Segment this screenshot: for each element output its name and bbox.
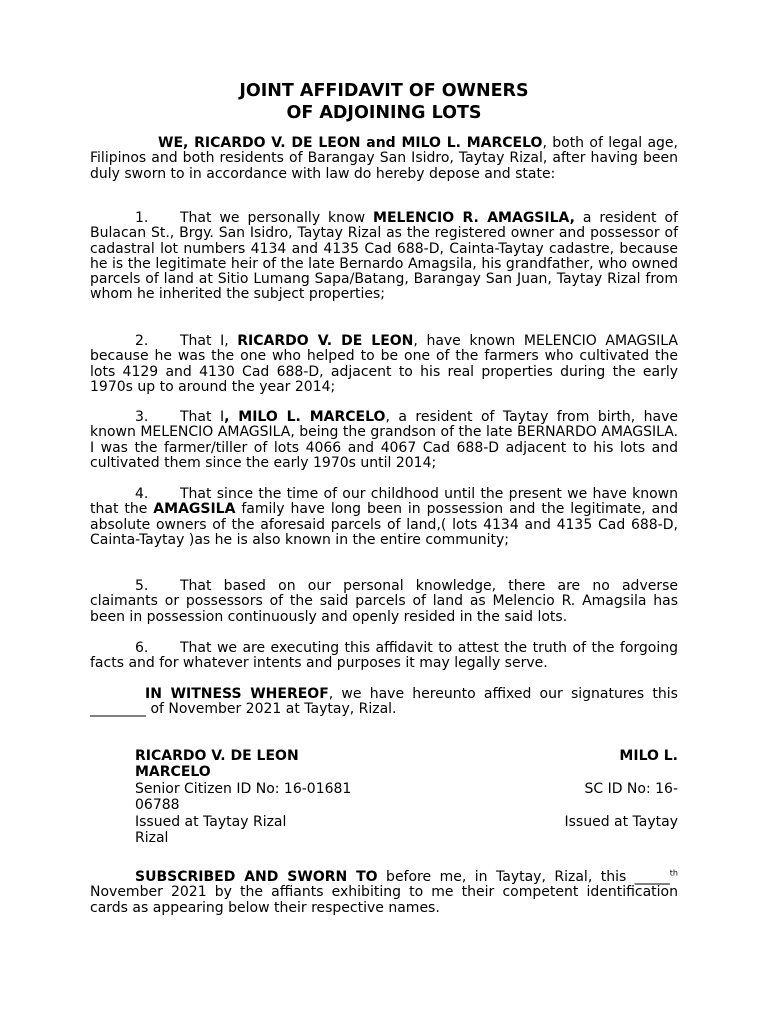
- signatory-block: [135, 748, 678, 846]
- paragraph-number: 3.: [135, 409, 149, 425]
- paragraph-number: 1.: [135, 210, 149, 226]
- paragraph-5: [90, 579, 678, 625]
- paragraph-number: 4.: [135, 486, 149, 502]
- signatory-id-row: [135, 781, 678, 797]
- signatory-left-name: RICARDO V. DE LEON: [135, 748, 299, 764]
- witness-heading: IN WITNESS WHEREOF: [145, 686, 329, 702]
- paragraph-text: That based on our personal knowledge, there are no adverse claimants or possessors of the said parcels of land as Melencio R. Amagsila has been in possession continuously and openly resided in the said lots.: [90, 578, 678, 625]
- signatory-left-issued: Issued at Taytay Rizal: [135, 814, 287, 830]
- paragraph-3: [90, 410, 678, 471]
- paragraph-2: [90, 334, 678, 395]
- paragraph-bold: AMAGSILA: [153, 501, 236, 518]
- witness-text: , we have hereunto affixed our signatures this ________ of November 2021 at Taytay, Rizal.: [90, 686, 678, 718]
- paragraph-number: 5.: [135, 578, 149, 594]
- witness-paragraph: [90, 687, 678, 718]
- document-title: [90, 80, 678, 124]
- paragraph-bold: , MILO L. MARCELO: [224, 409, 386, 425]
- paragraph-text: , have known MELENCIO AMAGSILA because he was the one who helped to be one of the farmers who cultivated the lots 4129 and 4130 Cad 688-D, adjacent to his real properties during the early 1970s up to around the year 2014;: [90, 333, 678, 395]
- paragraph-number: 6.: [135, 640, 149, 656]
- jurat-paragraph: [90, 870, 678, 916]
- signatory-name-wrap: [135, 764, 678, 780]
- paragraph-text: a resident of Bulacan St., Brgy. San Isidro, Taytay Rizal as the registered owner and possessor of cadastral lot numbers 4134 and 4135 Cad 688-D, Cainta-Taytay cadastre, because he is the legitimate heir of the late Bernardo Amagsila, his grandfather, who owned parcels of land at Sitio Lumang Sapa/Batang, Barangay San Juan, Taytay Rizal from whom he inherited the subject properties;: [90, 210, 678, 303]
- jurat-superscript: th: [669, 868, 678, 878]
- paragraph-text: That I: [180, 409, 225, 425]
- jurat-text-1: before me, in Taytay, Rizal, this _____: [377, 869, 670, 885]
- intro-paragraph: [90, 136, 678, 182]
- paragraph-6: [90, 641, 678, 672]
- signatory-right-issued: Issued at Taytay: [564, 814, 678, 830]
- jurat-heading: SUBSCRIBED AND SWORN TO: [135, 869, 378, 885]
- signatory-right-name: MILO L.: [619, 748, 678, 764]
- paragraph-4: [90, 487, 678, 548]
- intro-text: , both of legal age, Filipinos and both residents of Barangay San Isidro, Taytay Rizal, after having been duly sworn to in accordance with law do hereby depose and state:: [90, 135, 678, 182]
- paragraph-number: 2.: [135, 333, 149, 349]
- title-line-2: OF ADJOINING LOTS: [286, 103, 482, 123]
- paragraph-text: That since the time of our childhood until the present we have known that the: [90, 486, 678, 518]
- signatory-right-id: SC ID No: 16-: [584, 781, 678, 797]
- paragraph-text: , a resident of Taytay from birth, have known MELENCIO AMAGSILA, being the grandson of the late BERNARDO AMAGSILA. I was the farmer/tiller of lots 4066 and 4067 Cad 688-D adjacent to his lots and cultivated them since the early 1970s until 2014;: [90, 409, 678, 471]
- signatory-right-name-wrap: MARCELO: [135, 764, 211, 780]
- paragraph-text: That I,: [180, 333, 238, 349]
- title-line-1: JOINT AFFIDAVIT OF OWNERS: [239, 81, 529, 101]
- paragraph-text: That we personally know: [180, 210, 374, 226]
- paragraph-bold: RICARDO V. DE LEON: [237, 333, 414, 349]
- affiant-names: WE, RICARDO V. DE LEON and MILO L. MARCELO: [158, 135, 543, 151]
- paragraph-1: [90, 211, 678, 303]
- jurat-text-2: November 2021 by the affiants exhibiting to me their competent identification cards as appearing below their respective names.: [90, 884, 678, 916]
- paragraph-bold: MELENCIO R. AMAGSILA,: [373, 210, 575, 226]
- signatory-id-wrap: 06788: [135, 797, 180, 813]
- signatory-issued-row: [135, 814, 678, 830]
- signatory-issued-wrap: Rizal: [135, 830, 169, 846]
- signatory-left-id: Senior Citizen ID No: 16-01681: [135, 781, 352, 797]
- paragraph-text: family have long been in possession and the legitimate, and absolute owners of the aforesaid parcels of land,( lots 4134 and 4135 Cad 688-D, Cainta-Taytay )as he is also known in the entire community;: [90, 501, 678, 548]
- signatory-names-row: [135, 748, 678, 764]
- paragraph-text: That we are executing this affidavit to attest the truth of the forgoing facts and for whatever intents and purposes it may legally serve.: [90, 640, 678, 672]
